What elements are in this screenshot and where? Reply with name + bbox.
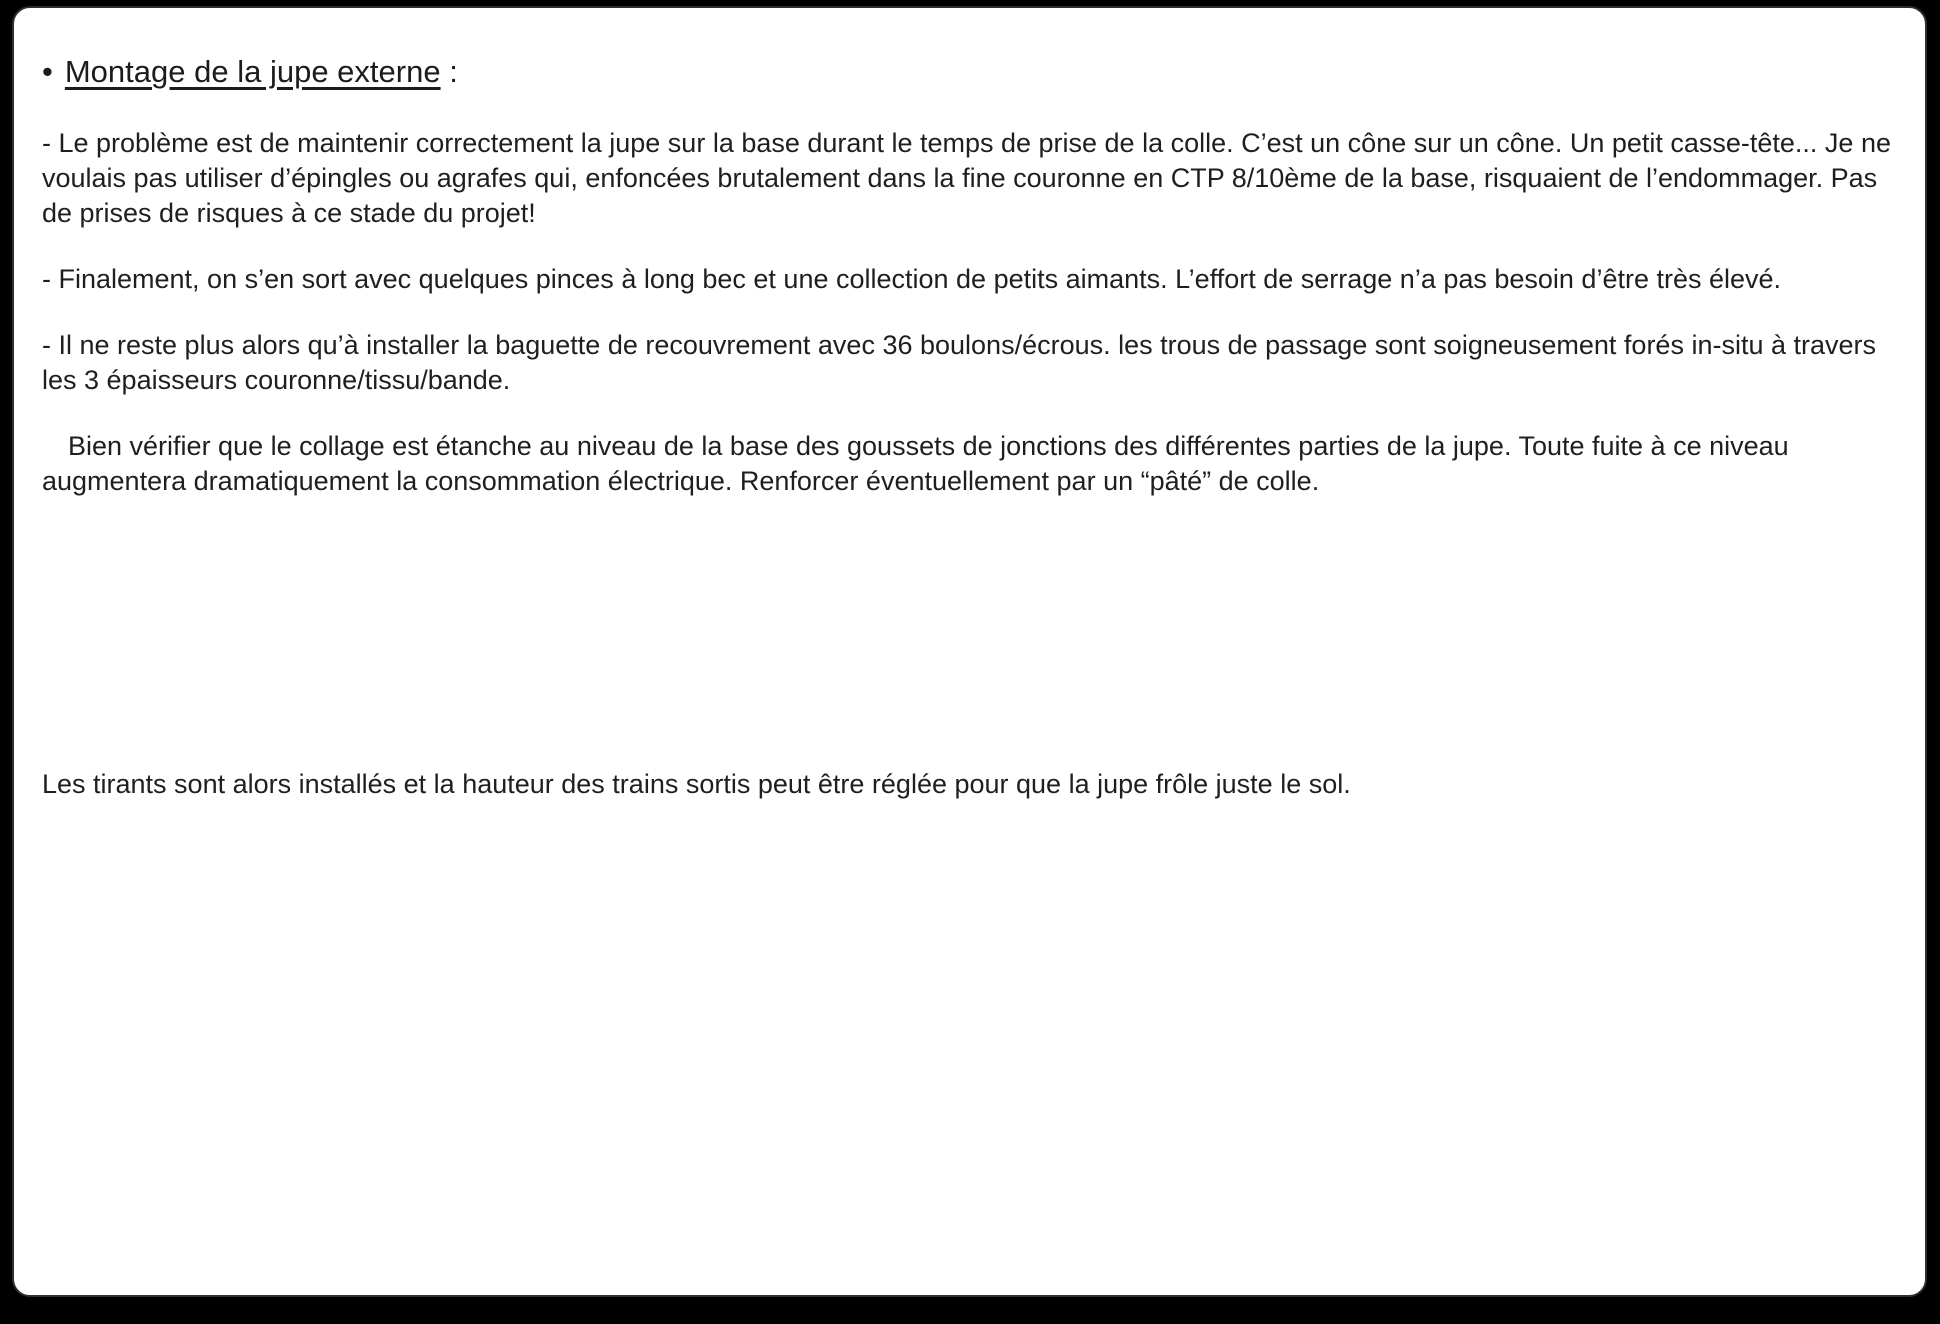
bullet-icon: • xyxy=(42,54,53,89)
page-title-suffix: : xyxy=(440,54,458,89)
document-page xyxy=(12,6,1927,1297)
paragraph-tie-rods: Les tirants sont alors installés et la hauteur des trains sortis peut être réglée pour que la jupe frôle juste le sol. xyxy=(42,769,1351,799)
paragraph-bolts: - Il ne reste plus alors qu’à installer la baguette de recouvrement avec 36 boulons/écrous. les trous de passage sont soigneusement forés in-situ à travers les 3 épaisseurs couronne/tissu/bande. xyxy=(42,330,1877,395)
page-title xyxy=(42,52,1897,92)
page-title-text: Montage de la jupe externe xyxy=(64,54,441,89)
paragraph-glue-problem: - Le problème est de maintenir correctement la jupe sur la base durant le temps de prise de la colle. C’est un cône sur un cône. Un petit casse-tête... Je ne voulais pas utiliser d’épingles ou agrafes qui, enfoncées brutalement dans la fine couronne en CTP 8/10ème de la base, risquaient de l’endommager. Pas de prises de risques à ce stade du projet! xyxy=(42,128,1891,228)
paragraph-seal-check: Bien vérifier que le collage est étanche au niveau de la base des goussets de jonctions des différentes parties de la jupe. Toute fuite à ce niveau augmentera dramatiquement la consommation électrique. Renforcer éventuellement par un “pâté” de colle. xyxy=(42,431,1789,496)
paragraph-clamps-magnets: - Finalement, on s’en sort avec quelques pinces à long bec et une collection de petits aimants. L’effort de serrage n’a pas besoin d’être très élevé. xyxy=(42,264,1782,294)
